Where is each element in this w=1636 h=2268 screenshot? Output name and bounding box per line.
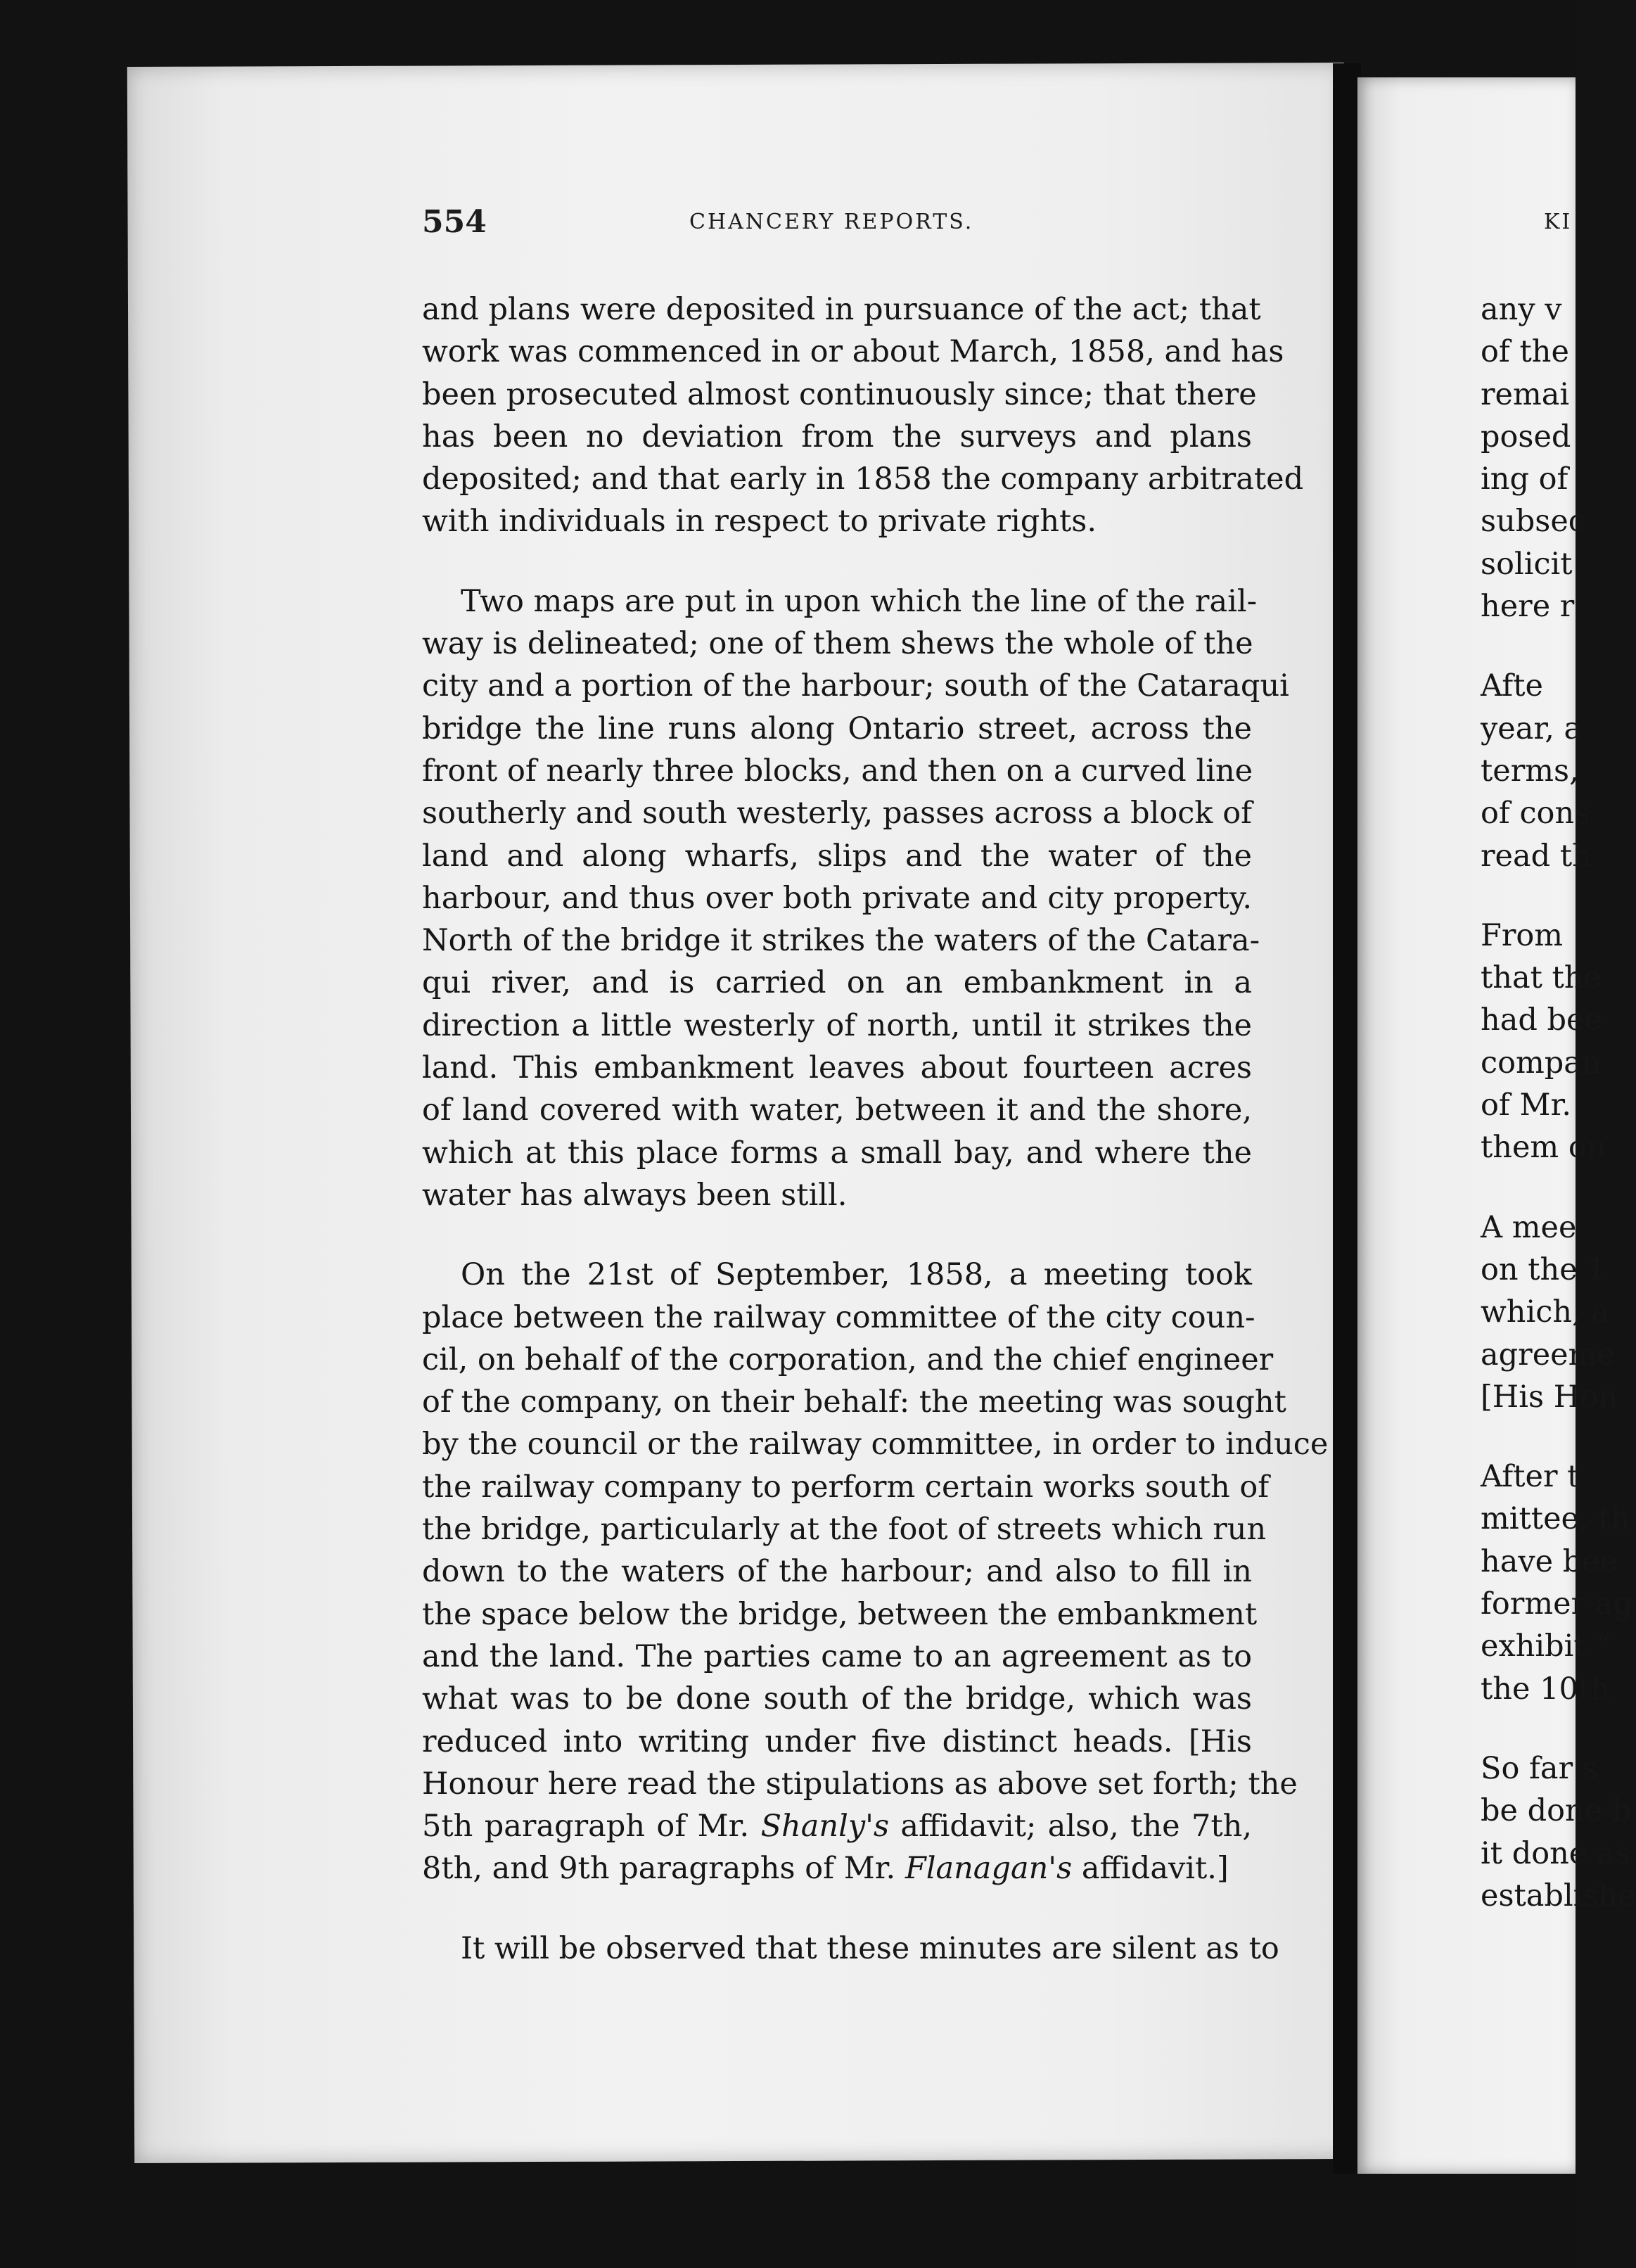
text-line [422,1805,1252,1847]
text-line: the bridge, particularly at the foot of streets which run [422,1512,1267,1548]
text-line: way is delineated; one of them shews the whole of the [422,626,1253,662]
right-text-line: be done b [1481,1793,1632,1829]
text-line: deposited; and that early in 1858 the company arbitrated [422,461,1304,497]
right-text-line: So far s [1481,1750,1598,1786]
line-text: 5th paragraph of Mr. [422,1809,761,1845]
page-number: 554 [422,204,487,240]
case-name-shanly: Shanly's [760,1809,890,1845]
right-text-line: After t [1481,1459,1580,1495]
text-line: which at this place forms a small bay, and where the [422,1135,1252,1171]
text-line: been prosecuted almost continuously since; that there [422,376,1257,412]
paragraph-3 [422,1254,1329,1890]
right-text-line: [His Hon [1481,1379,1618,1415]
text-line: the railway company to perform certain works south of [422,1469,1270,1505]
right-text-line: compan [1481,1045,1602,1081]
text-line: and the land. The parties came to an agreement as to [422,1638,1252,1674]
right-text-line: A mee [1481,1209,1577,1245]
right-text-line: solicit [1481,546,1573,582]
right-text-line: of cons [1481,796,1590,832]
page-gutter [1333,63,1361,2174]
text-line: place between the railway committee of the city coun- [422,1299,1255,1335]
text-line: southerly and south westerly, passes across a block of [422,796,1252,832]
text-line: It will be observed that these minutes are silent as to [461,1930,1279,1966]
right-text-line: of the [1481,334,1569,370]
text-line: North of the bridge it strikes the waters of the Catara- [422,923,1260,959]
right-text-line: it done as [1481,1835,1630,1871]
text-line: of land covered with water, between it and the shore, [422,1092,1252,1128]
text-line: with individuals in respect to private rights. [422,504,1097,540]
text-line: cil, on behalf of the corporation, and the chief engineer [422,1342,1274,1377]
text-line: water has always been still. [422,1177,848,1213]
right-text-line: the 10th [1481,1671,1610,1707]
text-line: front of nearly three blocks, and then on a curved line [422,753,1253,789]
right-text-line: here r [1481,589,1575,625]
right-text-line: agreeme [1481,1337,1615,1372]
text-line: by the council or the railway committee, in order to induce [422,1427,1329,1463]
right-text-line: former ag [1481,1586,1632,1622]
text-line: and plans were deposited in pursuance of the act; that [422,292,1261,327]
text-line: On the 21st of September, 1858, a meeting took [461,1257,1252,1293]
text-line: down to the waters of the harbour; and also to fill in [422,1554,1252,1590]
text-line: qui river, and is carried on an embankment in a [422,965,1252,1001]
text-line: has been no deviation from the surveys and plans [422,419,1252,454]
right-text-line: ing of [1481,461,1568,497]
right-text-line: year, a [1481,711,1583,746]
text-line: Honour here read the stipulations as above set forth; the [422,1766,1298,1802]
right-text-line [1481,1418,1636,1455]
line-text: affidavit; also, the 7th, [889,1809,1252,1845]
right-text-line: which, a [1481,1294,1610,1330]
text-line: of the company, on their behalf: the meeting was sought [422,1384,1286,1420]
text-line: land. This embankment leaves about fourteen acres [422,1050,1252,1086]
right-text-line: had bee [1481,1002,1602,1038]
text-line: direction a little westerly of north, until it strikes the [422,1007,1252,1043]
body-text [422,288,1329,1970]
right-text-line [1481,1169,1636,1206]
text-line: bridge the line runs along Ontario street, across the [422,711,1252,746]
right-text-line: establishe [1481,1878,1636,1913]
right-text-line: From [1481,917,1564,953]
text-line: land and along wharfs, slips and the water of the [422,838,1252,874]
running-head-title: CHANCERY REPORTS. [689,210,974,234]
right-text-line: remai [1481,376,1570,412]
paragraph-1 [422,288,1304,543]
text-line: Two maps are put in upon which the line of the rail- [461,583,1258,619]
paragraph-4 [422,1928,1279,1970]
right-text-line: subsec [1481,504,1585,540]
right-text-line: posed [1481,419,1571,454]
case-name-flanagan: Flanagan's [905,1851,1073,1887]
right-text-line: have bee [1481,1543,1618,1579]
text-line: what was to be done south of the bridge, which was [422,1681,1252,1717]
text-line: the space below the bridge, between the embankment [422,1596,1258,1632]
line-text: affidavit.] [1072,1851,1229,1887]
line-text: 8th, and 9th paragraphs of Mr. [422,1851,905,1887]
text-line: reduced into writing under five distinct heads. [His [422,1724,1252,1759]
right-text-line [1481,627,1636,665]
paragraph-2 [422,580,1289,1216]
text-line: city and a portion of the harbour; south of the Cataraqui [422,668,1289,704]
right-text-line: them on [1481,1130,1606,1166]
text-line [422,1847,1252,1890]
right-text-line: that the [1481,960,1602,996]
right-text-line: terms, [1481,753,1579,789]
right-running-head: KI [1544,210,1573,234]
running-head [422,204,1196,246]
right-text-line [1481,877,1636,915]
right-text-line [1481,1710,1636,1747]
right-text-line: on the 1 [1481,1251,1606,1287]
text-line: work was commenced in or about March, 1858, and has [422,334,1284,370]
right-text-line: mittee, th [1481,1501,1630,1537]
right-text-line: any v [1481,292,1562,327]
text-line: harbour, and thus over both private and city property. [422,880,1252,916]
right-text-line: Afte [1481,668,1543,704]
right-text-line: of Mr. [1481,1088,1571,1123]
right-page-text [1481,288,1636,1917]
right-text-line: exhibit “ [1481,1629,1611,1664]
right-text-line: read th [1481,838,1592,874]
